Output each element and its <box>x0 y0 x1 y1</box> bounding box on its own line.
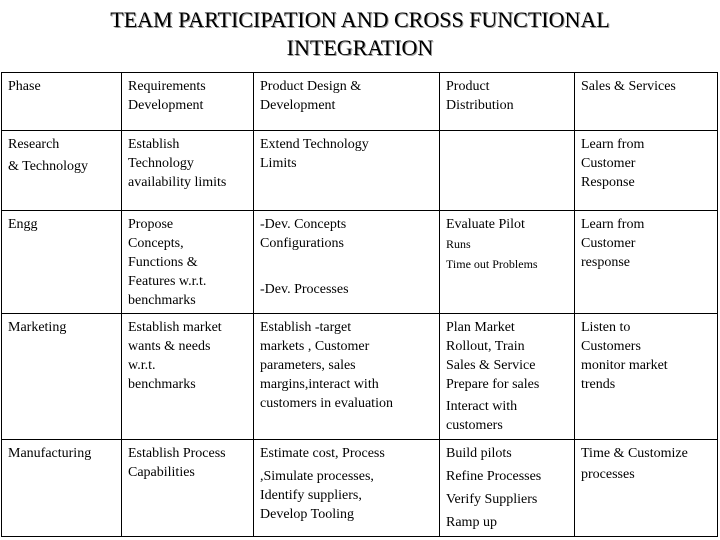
cell-text-line: Technology <box>128 156 194 171</box>
manufacturing-design-cell <box>254 440 440 537</box>
header-sales-cell <box>575 73 718 131</box>
title-line-2: INTEGRATION <box>286 35 434 60</box>
marketing-requirements-cell <box>122 314 254 440</box>
cell-text-line: wants & needs <box>128 339 211 354</box>
cell-text-line: -Dev. Concepts <box>260 217 347 232</box>
header-design-cell <box>254 73 440 131</box>
engg-sales-cell <box>575 211 718 314</box>
cell-text-line: customers <box>446 418 503 433</box>
cell-text-line: availability limits <box>128 175 227 190</box>
cell-text-line: Extend Technology <box>260 137 369 152</box>
cell-text-line: Functions & <box>128 255 198 270</box>
cell-text-line: Limits <box>260 156 297 171</box>
cell-text-line: Time & Customize <box>581 446 688 461</box>
cell-text-line: Verify Suppliers <box>446 492 538 507</box>
cell-text-line: Refine Processes <box>446 469 542 484</box>
engg-requirements-cell <box>122 211 254 314</box>
cell-text-line: Identify suppliers, <box>260 488 362 503</box>
cell-text-line: -Dev. Processes <box>260 282 349 297</box>
header-text-line: Product <box>446 79 490 94</box>
header-phase-cell <box>2 73 122 131</box>
cell-text-line: Establish market <box>128 320 222 335</box>
manufacturing-distribution-cell <box>440 440 575 537</box>
cell-text-line: Customers <box>581 339 641 354</box>
cell-text-line: Plan Market <box>446 320 515 335</box>
cell-text-line: Rollout, Train <box>446 339 525 354</box>
research-requirements-cell <box>122 131 254 211</box>
cell-text-line: Establish Process <box>128 446 226 461</box>
table-row-header <box>2 73 718 131</box>
cell-small-text: Runs <box>446 237 471 251</box>
header-text-line: Distribution <box>446 98 514 113</box>
cell-text-line: ,Simulate processes, <box>260 469 374 484</box>
marketing-design-cell <box>254 314 440 440</box>
cell-text-line: Propose <box>128 217 174 232</box>
cell-text-line: markets , Customer <box>260 339 370 354</box>
manufacturing-sales-cell <box>575 440 718 537</box>
engg-distribution-cell <box>440 211 575 314</box>
cell-text-line: benchmarks <box>128 377 196 392</box>
header-text-line: Development <box>128 98 204 113</box>
cell-text-line: Capabilities <box>128 465 195 480</box>
cell-text-line: Manufacturing <box>8 446 92 461</box>
research-phase-cell <box>2 131 122 211</box>
participation-table <box>1 72 718 537</box>
cell-text-line: Prepare for sales <box>446 377 540 392</box>
header-phase: Phase <box>8 79 41 94</box>
cell-text-line: Develop Tooling <box>260 507 355 522</box>
header-requirements-cell <box>122 73 254 131</box>
cell-text-line: w.r.t. <box>128 358 156 373</box>
cell-text-line: Engg <box>8 217 38 232</box>
manufacturing-phase-cell <box>2 440 122 537</box>
cell-text-line: response <box>581 255 630 270</box>
manufacturing-requirements-cell <box>122 440 254 537</box>
cell-text-line: Concepts, <box>128 236 184 251</box>
cell-small-text: Time out Problems <box>446 257 538 271</box>
cell-text-line: trends <box>581 377 616 392</box>
cell-text-line: Learn from <box>581 217 645 232</box>
cell-text-line: Interact with <box>446 399 518 414</box>
marketing-distribution-cell <box>440 314 575 440</box>
table-row-manufacturing <box>2 440 718 537</box>
cell-text-line: Build pilots <box>446 446 512 461</box>
marketing-phase-cell <box>2 314 122 440</box>
marketing-sales-cell <box>575 314 718 440</box>
cell-text-line: margins,interact with <box>260 377 379 392</box>
header-text-line: Requirements <box>128 79 206 94</box>
cell-text-line: Ramp up <box>446 515 497 530</box>
research-sales-cell <box>575 131 718 211</box>
page-title <box>0 6 720 62</box>
cell-text-line: Listen to <box>581 320 631 335</box>
cell-text-line: Configurations <box>260 236 344 251</box>
header-distribution-cell <box>440 73 575 131</box>
cell-text-line: Customer <box>581 236 636 251</box>
cell-text-line: Establish -target <box>260 320 352 335</box>
cell-text-line: Response <box>581 175 635 190</box>
cell-text-line: Customer <box>581 156 636 171</box>
cell-text-line: monitor market <box>581 358 668 373</box>
cell-text-line: & Technology <box>8 159 89 174</box>
header-text-line: Product Design & <box>260 79 362 94</box>
table-row-marketing <box>2 314 718 440</box>
cell-text-line: customers in evaluation <box>260 396 393 411</box>
cell-text-line: Establish <box>128 137 180 152</box>
cell-text-line: Evaluate Pilot <box>446 217 525 232</box>
research-distribution-cell <box>440 131 575 211</box>
cell-text-line: Learn from <box>581 137 645 152</box>
cell-text-line: Estimate cost, Process <box>260 446 385 461</box>
table-row-engg <box>2 211 718 314</box>
cell-text-line: Research <box>8 137 60 152</box>
engg-phase-cell <box>2 211 122 314</box>
title-line-1: TEAM PARTICIPATION AND CROSS FUNCTIONAL <box>110 7 610 32</box>
cell-text-line: processes <box>581 467 635 482</box>
cell-text-line: benchmarks <box>128 293 196 308</box>
header-text-line: Sales & Services <box>581 79 676 94</box>
research-design-cell <box>254 131 440 211</box>
header-text-line: Development <box>260 98 336 113</box>
cell-text-line: Marketing <box>8 320 67 335</box>
cell-text-line: Features w.r.t. <box>128 274 207 289</box>
cell-text-line: parameters, sales <box>260 358 356 373</box>
engg-design-cell <box>254 211 440 314</box>
cell-text-line: Sales & Service <box>446 358 536 373</box>
table-row-research <box>2 131 718 211</box>
